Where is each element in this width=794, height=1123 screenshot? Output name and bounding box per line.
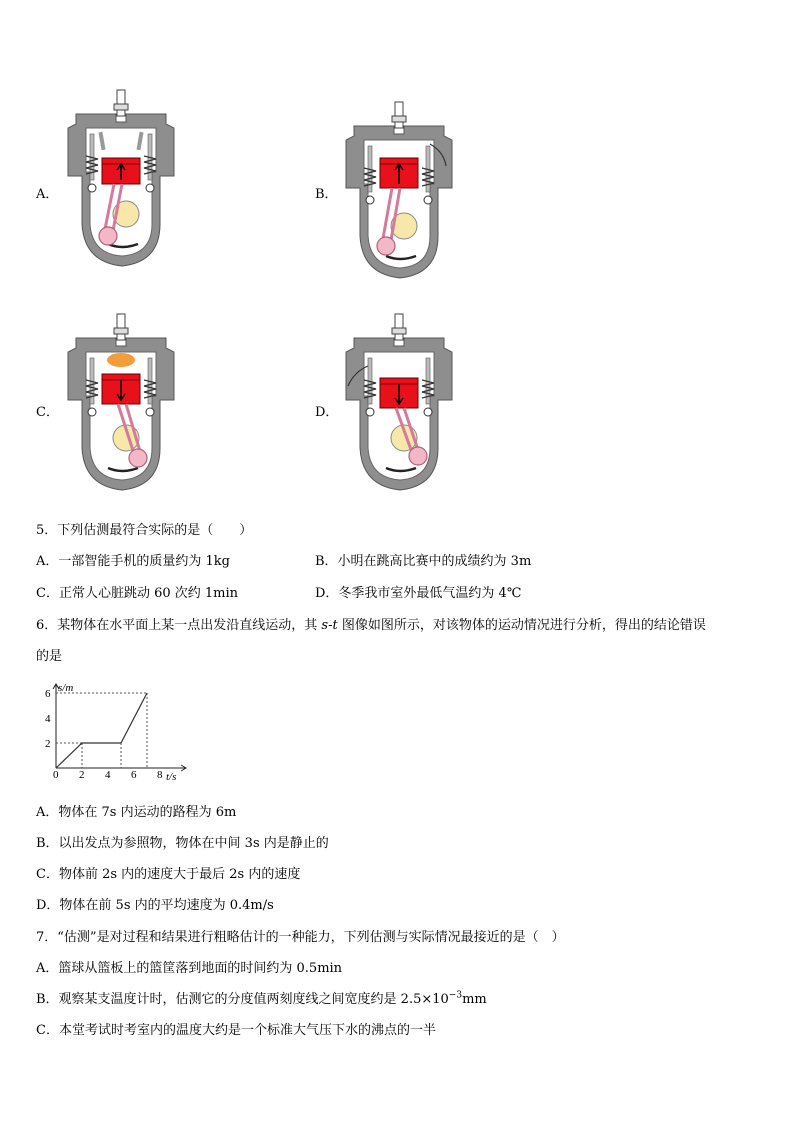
- q6-stem-part-b: 图像如图所示，对该物体的运动情况进行分析，得出的结论错误: [337, 618, 706, 633]
- st-chart-svg: [40, 678, 190, 782]
- st-chart: [40, 678, 190, 786]
- x-tick-label: 2: [79, 769, 85, 781]
- q6-option-b: B．以出发点为参照物，物体在中间 3s 内是静止的: [36, 836, 329, 851]
- engine-diagram-a: [56, 84, 186, 280]
- option-a-label: A．: [36, 187, 59, 202]
- y-axis-label: s/m: [58, 682, 74, 694]
- q5-option-a: A．一部智能手机的质量约为 1kg: [36, 554, 230, 569]
- q5-option-d: D．冬季我市室外最低气温约为 4℃: [315, 586, 522, 601]
- q7-option-c: C．本堂考试时考室内的温度大约是一个标准大气压下水的沸点的一半: [36, 1023, 436, 1038]
- question-6-stem-line2: 的是: [36, 649, 63, 664]
- y-tick-label: 2: [45, 738, 51, 750]
- engine-d-svg: [334, 308, 464, 500]
- series-line: [56, 693, 147, 768]
- x-tick-label: 0: [53, 769, 59, 781]
- q6-option-c: C．物体前 2s 内的速度大于最后 2s 内的速度: [36, 867, 301, 882]
- engine-diagram-b: [334, 96, 464, 292]
- x-tick-label: 6: [131, 769, 137, 781]
- option-d-label: D．: [315, 405, 339, 420]
- question-7-stem: 7．“估测”是对过程和结果进行粗略估计的一种能力，下列估测与实际情况最接近的是（ ）: [36, 930, 565, 945]
- y-tick-label: 6: [45, 688, 51, 700]
- q6-option-a: A．物体在 7s 内运动的路程为 6m: [36, 805, 237, 820]
- q5-option-b: B．小明在跳高比赛中的成绩约为 3m: [315, 554, 532, 569]
- engine-c-svg: [56, 308, 186, 500]
- q7-option-b-exponent: −3: [448, 990, 463, 1001]
- q7-option-b-text: B．观察某支温度计时，估测它的分度值两刻度线之间宽度约是 2.5×10: [36, 992, 449, 1007]
- engine-diagram-d: [334, 308, 464, 504]
- x-axis-label: t/s: [166, 771, 177, 782]
- q5-option-c: C．正常人心脏跳动 60 次约 1min: [36, 586, 239, 601]
- engine-diagram-c: [56, 308, 186, 504]
- q6-stem-variable: s-t: [321, 618, 338, 633]
- engine-a-svg: [56, 84, 186, 276]
- q6-stem-part-a: 6．某物体在水平面上某一点出发沿直线运动，其: [36, 618, 322, 633]
- option-b-label: B．: [315, 187, 338, 202]
- q6-option-d: D．物体在前 5s 内的平均速度为 0.4m/s: [36, 898, 274, 913]
- q7-option-b-unit: mm: [462, 992, 487, 1007]
- q7-option-a: A．篮球从篮板上的篮筐落到地面的时间约为 0.5min: [36, 961, 343, 976]
- q7-option-b: [36, 988, 487, 1007]
- x-tick-label: 8: [157, 769, 163, 781]
- spark-flame: [107, 353, 135, 367]
- y-tick-label: 4: [45, 713, 51, 725]
- x-tick-label: 4: [105, 769, 111, 781]
- option-c-label: C．: [36, 405, 59, 420]
- question-6-stem: [36, 614, 706, 633]
- question-5-stem: 5．下列估测最符合实际的是（ ）: [36, 523, 253, 538]
- engine-b-svg: [334, 96, 464, 288]
